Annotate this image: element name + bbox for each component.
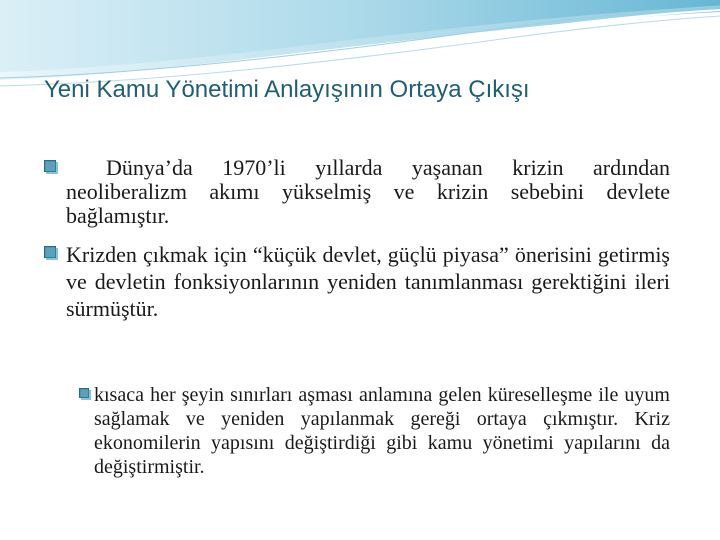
- bullet-text-2: Krizden çıkmak için “küçük devlet, güçlü piyasa” önerisini getirmiş ve devletin fonksiyonlarının yeniden tanımlanması gerektiğini ileri sürmüştür.: [66, 242, 670, 321]
- bullet-item-3: [78, 383, 670, 479]
- checkbox-bullet-icon: [42, 243, 60, 261]
- bullet-text-3: kısaca her şeyin sınırları aşması anlamına gelen küreselleşme ile uyum sağlamak ve yeniden yapılanmak gereği ortaya çıkmıştır. Kriz ekonomilerin yapısını değiştirdiği gibi kamu yönetimi yapılarını da değiştirmiştir.: [94, 384, 670, 478]
- checkbox-bullet-icon: [42, 157, 60, 175]
- slide-title: Yeni Kamu Yönetimi Anlayışının Ortaya Çıkışı: [44, 76, 530, 103]
- checkbox-bullet-icon: [78, 386, 93, 401]
- bullet-item-2: [42, 241, 670, 322]
- bullet-item-1: [42, 156, 670, 228]
- bullet-text-1: Dünya’da 1970’li yıllarda yaşanan krizin ardından neoliberalizm akımı yükselmiş ve krizin sebebini devlete bağlamıştır.: [66, 155, 670, 228]
